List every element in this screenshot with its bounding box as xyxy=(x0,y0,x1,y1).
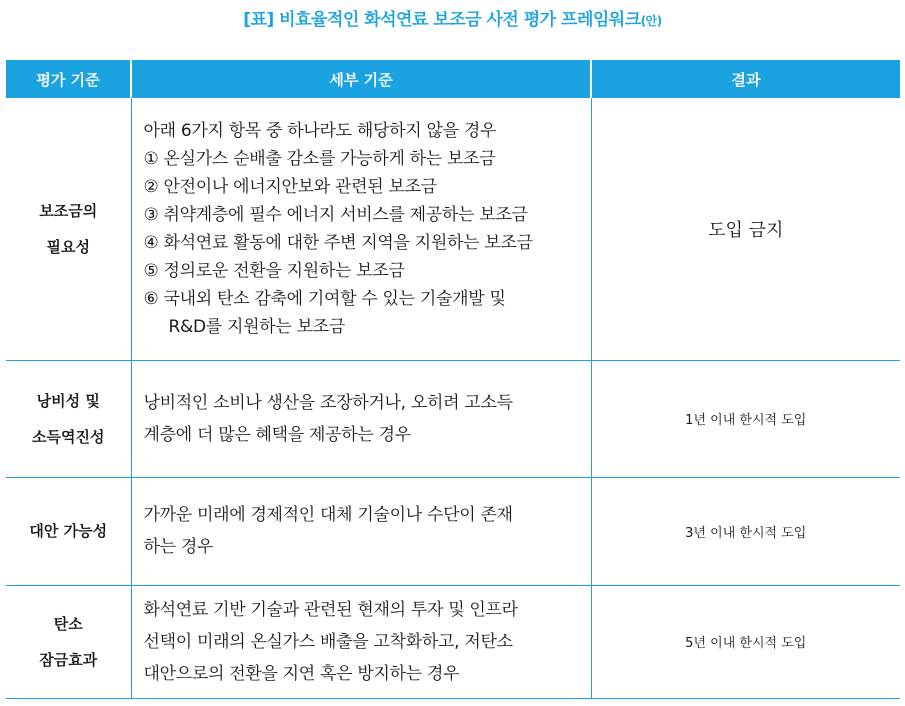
criteria-cell xyxy=(6,360,131,477)
detail-cell xyxy=(131,360,591,477)
detail-intro: 아래 6가지 항목 중 하나라도 해당하지 않을 경우 xyxy=(143,120,497,141)
criteria-line: 탄소 xyxy=(53,614,83,633)
detail-item: ⑤ 정의로운 전환을 지원하는 보조금 xyxy=(143,260,405,281)
header-detail: 세부 기준 xyxy=(131,60,591,98)
evaluation-framework-table xyxy=(6,60,900,699)
criteria-line: 대안 가능성 xyxy=(29,522,108,540)
detail-text xyxy=(132,499,591,563)
table-row xyxy=(6,98,900,360)
criteria-line: 필요성 xyxy=(46,237,90,256)
detail-text xyxy=(132,117,591,341)
table-title-suffix: (안) xyxy=(640,14,662,28)
result-cell: 1년 이내 한시적 도입 xyxy=(591,360,900,477)
detail-line: 대안으로의 전환을 지연 혹은 방지하는 경우 xyxy=(143,663,460,684)
detail-text xyxy=(132,387,591,451)
criteria-cell xyxy=(6,585,131,698)
detail-item: ② 안전이나 에너지안보와 관련된 보조금 xyxy=(143,176,437,197)
detail-text xyxy=(132,594,591,690)
header-criteria: 평가 기준 xyxy=(6,60,131,98)
criteria-cell xyxy=(6,477,131,585)
criteria-line: 낭비성 및 xyxy=(36,391,100,410)
result-cell: 3년 이내 한시적 도입 xyxy=(591,477,900,585)
detail-cell xyxy=(131,98,591,360)
detail-item: ④ 화석연료 활동에 대한 주변 지역을 지원하는 보조금 xyxy=(143,232,533,253)
header-result: 결과 xyxy=(591,60,900,98)
detail-line: 낭비적인 소비나 생산을 조장하거나, 오히려 고소득 xyxy=(143,392,513,413)
table-row xyxy=(6,585,900,698)
criteria-cell xyxy=(6,98,131,360)
detail-item: ① 온실가스 순배출 감소를 가능하게 하는 보조금 xyxy=(143,148,496,169)
result-cell: 도입 금지 xyxy=(591,98,900,360)
detail-line: 선택이 미래의 온실가스 배출을 고착화하고, 저탄소 xyxy=(143,631,513,652)
table-header-row xyxy=(6,60,900,98)
table-row xyxy=(6,477,900,585)
detail-cell xyxy=(131,477,591,585)
criteria-line: 소득역진성 xyxy=(32,427,105,446)
table-title-main: [표] 비효율적인 화석연료 보조금 사전 평가 프레임워크 xyxy=(243,10,641,30)
criteria-line: 잠금효과 xyxy=(39,650,98,669)
detail-line: 하는 경우 xyxy=(143,537,214,557)
criteria-line: 보조금의 xyxy=(39,201,98,220)
detail-line: 가까운 미래에 경제적인 대체 기술이나 수단이 존재 xyxy=(143,505,513,525)
detail-item-continuation: R&D를 지원하는 보조금 xyxy=(168,316,345,337)
table-title xyxy=(0,5,905,30)
detail-item: ③ 취약계층에 필수 에너지 서비스를 제공하는 보조금 xyxy=(143,204,528,225)
detail-line: 화석연료 기반 기술과 관련된 현재의 투자 및 인프라 xyxy=(143,599,518,620)
detail-item: ⑥ 국내외 탄소 감축에 기여할 수 있는 기술개발 및 xyxy=(143,288,506,309)
detail-line: 계층에 더 많은 혜택을 제공하는 경우 xyxy=(143,424,411,445)
table-row xyxy=(6,360,900,477)
result-cell: 5년 이내 한시적 도입 xyxy=(591,585,900,698)
detail-cell xyxy=(131,585,591,698)
